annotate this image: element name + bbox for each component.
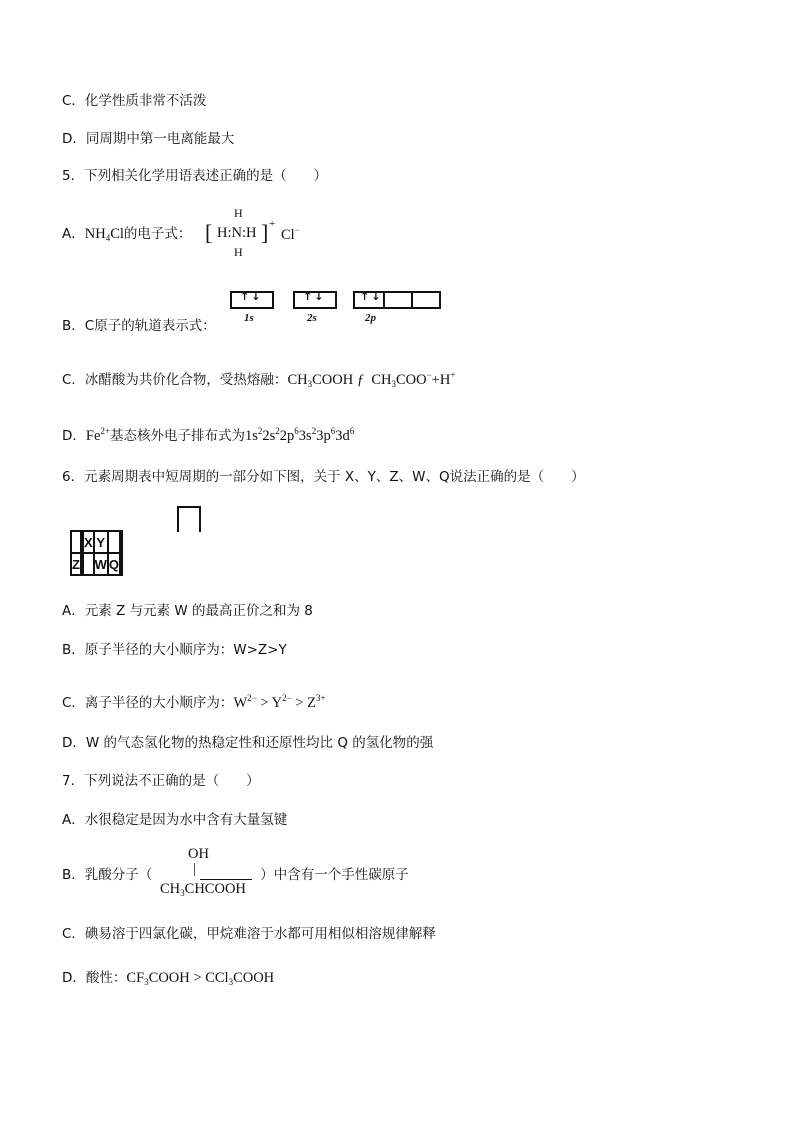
q7-option-a: A．水很稳定是因为水中含有大量氢键: [62, 812, 288, 828]
periodic-top-cell: [177, 506, 201, 532]
q7-option-d: D．酸性：$CF_3COOH$ > CCl$_3$COOH: [62, 970, 275, 987]
nh4cl-formula: $NH_4Cl$: [84, 226, 124, 243]
oh-group: OH: [188, 846, 209, 862]
ed-center: H:N:H: [217, 225, 257, 241]
left-bracket: [: [205, 220, 213, 245]
element-y: Y: [94, 531, 108, 553]
q4-option-c: C．化学性质非常不活泼: [62, 93, 207, 109]
q4-option-d: D．同周期中第一电离能最大: [62, 131, 235, 147]
c-equation: $CH_3COOH$ ƒ $CH_3COO^-+H^+$: [287, 370, 456, 389]
option-label: A．: [62, 226, 85, 242]
q7-option-c: C．碘易溶于四氯化碳，甲烷难溶于水都可用相似相溶规律解释: [62, 926, 436, 942]
lactic-acid-structure: [160, 846, 270, 901]
q7-stem: 7．下列说法不正确的是（ ）: [62, 773, 260, 789]
orbital-2s-label: 2s: [307, 312, 317, 324]
acid-comparison: $CF_3COOH$ > CCl$_3$COOH: [126, 970, 275, 987]
orbital-2p-box: ↑↓: [353, 291, 441, 309]
q6-stem: 6．元素周期表中短周期的一部分如下图，关于 X、Y、Z、W、Q说法正确的是（ ）: [62, 469, 585, 485]
element-x: X: [83, 531, 94, 553]
orbital-2s-box: ↑↓: [293, 291, 337, 309]
electron-dot-structure: [205, 206, 300, 261]
electron-config: $1s^22s^22p^63s^23p^63d^6$: [244, 426, 355, 444]
q6-option-d: D．W 的气态氢化物的热稳定性和还原性均比 Q 的氢化物的强: [62, 735, 434, 751]
plus-charge: +: [269, 218, 276, 230]
orbital-1s-label: 1s: [244, 312, 254, 324]
q5-option-a: [62, 225, 191, 247]
q5-option-d: D．$Fe^{2+}$基态核外电子排布式为$1s^22s^22p^63s^23p^63d^6$: [62, 426, 355, 444]
orbital-2p-label: 2p: [365, 312, 376, 324]
fe-ion: $Fe^{2+}$: [85, 426, 110, 444]
q5-option-c: C．冰醋酸为共价化合物，受热熔融：$CH_3COOH$ ƒ $CH_3COO^-+H^+$: [62, 370, 456, 389]
q6-option-c: C．离子半径的大小顺序为：$W^{2-} > Y^{2-} > Z^{3+}$: [62, 693, 326, 711]
h-bottom: H: [234, 245, 243, 259]
h-top: H: [234, 206, 243, 220]
chain: $CH_3CHCOOH$: [160, 881, 246, 898]
q5-option-b: B．C原子的轨道表示式：: [62, 318, 216, 334]
element-w: W: [94, 553, 108, 575]
chloride: Cl−: [281, 225, 300, 243]
q6-option-b: B．原子半径的大小顺序为：W>Z>Y: [62, 642, 287, 658]
bond-bar: |: [193, 861, 196, 877]
q6-option-a: A．元素 Z 与元素 W 的最高正价之和为 8: [62, 603, 313, 619]
orbital-1s-box: ↑↓: [230, 291, 274, 309]
q7-option-b: B．乳酸分子（ ）中含有一个手性碳原子: [62, 867, 409, 883]
element-q: Q: [108, 553, 120, 575]
orbital-diagram: [230, 291, 445, 331]
right-bracket: ]: [261, 220, 269, 245]
option-a-text: 的电子式：: [123, 226, 192, 242]
q5-stem: 5．下列相关化学用语表述正确的是（ ）: [62, 168, 328, 184]
bracket-line: [200, 879, 252, 880]
ion-order: $W^{2-} > Y^{2-} > Z^{3+}$: [233, 693, 326, 711]
element-z: Z: [71, 553, 81, 575]
